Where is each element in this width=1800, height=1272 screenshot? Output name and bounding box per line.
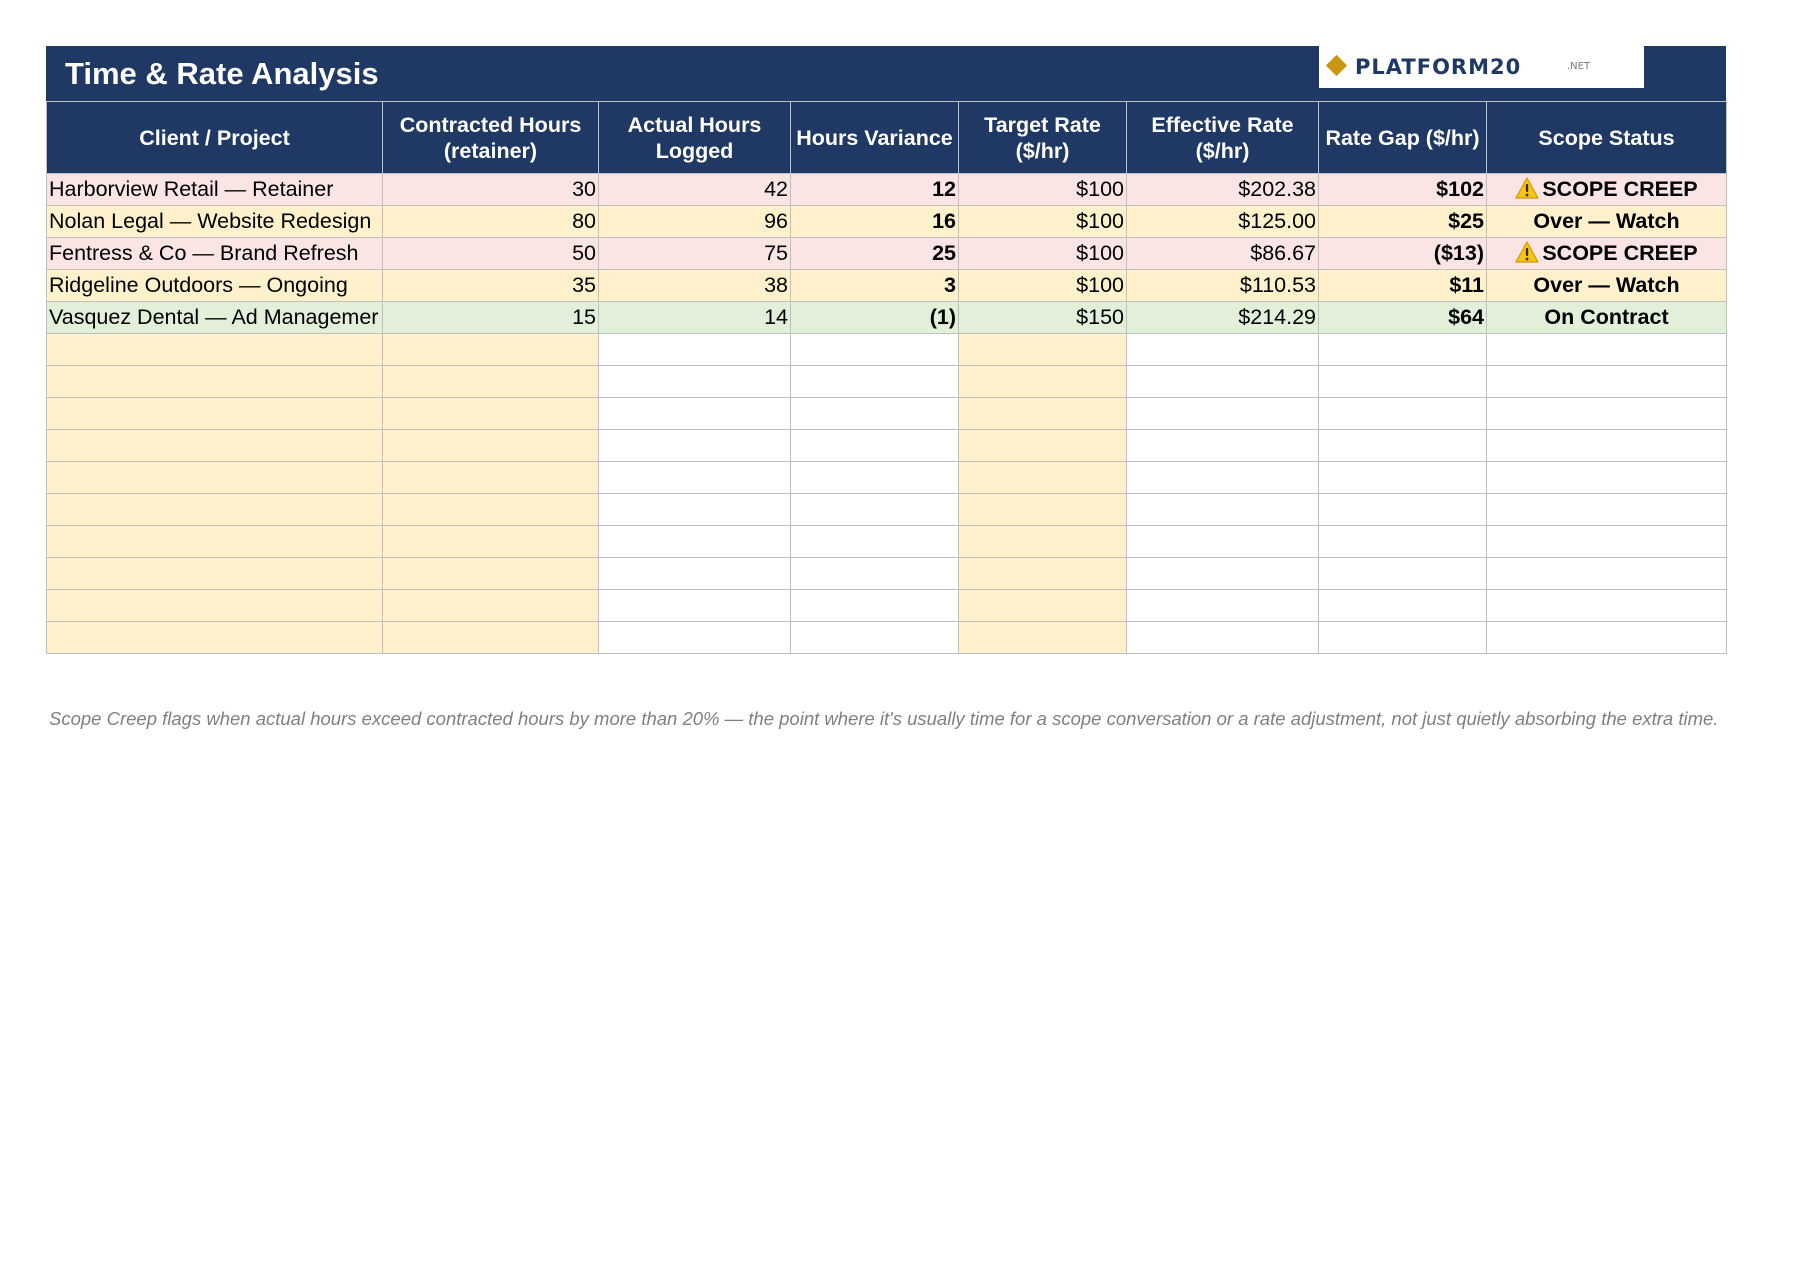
empty-input-cell[interactable] bbox=[959, 366, 1127, 398]
cell-scope-status-value: SCOPE CREEP bbox=[1542, 241, 1698, 265]
cell-scope-status-value: On Contract bbox=[1544, 305, 1669, 329]
empty-cell[interactable] bbox=[1487, 494, 1727, 526]
cell-contracted-hours-value: 30 bbox=[572, 177, 596, 201]
empty-input-cell[interactable] bbox=[47, 398, 383, 430]
empty-cell[interactable] bbox=[791, 590, 959, 622]
cell-target-rate[interactable] bbox=[959, 302, 1127, 334]
empty-table-row bbox=[47, 558, 1727, 590]
empty-input-cell[interactable] bbox=[959, 622, 1127, 654]
cell-contracted-hours[interactable] bbox=[383, 206, 599, 238]
empty-cell[interactable] bbox=[1319, 558, 1487, 590]
cell-client[interactable] bbox=[47, 238, 383, 270]
empty-input-cell[interactable] bbox=[383, 494, 599, 526]
cell-hours-variance[interactable] bbox=[791, 174, 959, 206]
cell-actual-hours-value: 14 bbox=[764, 305, 788, 329]
cell-scope-status[interactable] bbox=[1487, 206, 1727, 238]
empty-input-cell[interactable] bbox=[959, 398, 1127, 430]
empty-input-cell[interactable] bbox=[383, 462, 599, 494]
cell-client-value: Nolan Legal — Website Redesign bbox=[49, 209, 372, 233]
empty-input-cell[interactable] bbox=[383, 558, 599, 590]
empty-input-cell[interactable] bbox=[47, 462, 383, 494]
empty-cell[interactable] bbox=[1487, 334, 1727, 366]
empty-cell[interactable] bbox=[1127, 398, 1319, 430]
column-header-effective-rate: Effective Rate ($/hr) bbox=[1127, 102, 1319, 174]
empty-input-cell[interactable] bbox=[383, 366, 599, 398]
empty-cell[interactable] bbox=[1127, 590, 1319, 622]
empty-cell[interactable] bbox=[1487, 558, 1727, 590]
rate-analysis-table bbox=[46, 101, 1727, 654]
cell-client-value: Ridgeline Outdoors — Ongoing bbox=[49, 273, 348, 297]
empty-cell[interactable] bbox=[791, 526, 959, 558]
spreadsheet-page bbox=[46, 46, 1726, 654]
table-row bbox=[47, 206, 1727, 238]
empty-cell[interactable] bbox=[599, 526, 791, 558]
cell-scope-status-value: SCOPE CREEP bbox=[1542, 177, 1698, 201]
empty-input-cell[interactable] bbox=[47, 590, 383, 622]
cell-rate-gap[interactable] bbox=[1319, 206, 1487, 238]
column-header-rate-gap: Rate Gap ($/hr) bbox=[1319, 102, 1487, 174]
cell-target-rate[interactable] bbox=[959, 174, 1127, 206]
cell-hours-variance-value: (1) bbox=[929, 305, 956, 329]
empty-cell[interactable] bbox=[791, 622, 959, 654]
cell-actual-hours-value: 42 bbox=[764, 177, 788, 201]
cell-client[interactable] bbox=[47, 270, 383, 302]
empty-cell[interactable] bbox=[791, 366, 959, 398]
brand-logo bbox=[1319, 46, 1644, 88]
cell-hours-variance[interactable] bbox=[791, 238, 959, 270]
cell-actual-hours-value: 75 bbox=[764, 241, 788, 265]
cell-effective-rate[interactable] bbox=[1127, 238, 1319, 270]
cell-actual-hours[interactable] bbox=[599, 238, 791, 270]
cell-effective-rate-value: $214.29 bbox=[1238, 305, 1316, 329]
empty-cell[interactable] bbox=[1127, 526, 1319, 558]
empty-cell[interactable] bbox=[1319, 494, 1487, 526]
empty-cell[interactable] bbox=[1487, 590, 1727, 622]
cell-rate-gap-value: $64 bbox=[1448, 305, 1484, 329]
column-header-actual-hours: Actual Hours Logged bbox=[599, 102, 791, 174]
empty-cell[interactable] bbox=[791, 494, 959, 526]
cell-client[interactable] bbox=[47, 302, 383, 334]
empty-table-row bbox=[47, 494, 1727, 526]
empty-cell[interactable] bbox=[599, 622, 791, 654]
cell-target-rate[interactable] bbox=[959, 206, 1127, 238]
cell-contracted-hours-value: 80 bbox=[572, 209, 596, 233]
empty-cell[interactable] bbox=[1319, 622, 1487, 654]
cell-hours-variance-value: 16 bbox=[932, 209, 956, 233]
diamond-icon bbox=[1326, 55, 1347, 76]
empty-input-cell[interactable] bbox=[959, 558, 1127, 590]
header-row bbox=[47, 102, 1727, 174]
logo-suffix: .NET bbox=[1567, 61, 1591, 72]
empty-cell[interactable] bbox=[1127, 494, 1319, 526]
empty-cell[interactable] bbox=[791, 430, 959, 462]
cell-rate-gap[interactable] bbox=[1319, 238, 1487, 270]
empty-cell[interactable] bbox=[1487, 398, 1727, 430]
footnote: Scope Creep flags when actual hours exceed contracted hours by more than 20% — the point where it's usually time for a scope conversation or a rate adjustment, not just quietly absorbing the extra time. bbox=[49, 708, 1719, 729]
cell-actual-hours[interactable] bbox=[599, 302, 791, 334]
empty-input-cell[interactable] bbox=[47, 430, 383, 462]
empty-input-cell[interactable] bbox=[959, 462, 1127, 494]
cell-rate-gap-value: $25 bbox=[1448, 209, 1484, 233]
page-title: Time & Rate Analysis bbox=[65, 56, 379, 91]
empty-input-cell[interactable] bbox=[383, 622, 599, 654]
empty-input-cell[interactable] bbox=[959, 334, 1127, 366]
empty-cell[interactable] bbox=[599, 462, 791, 494]
cell-scope-status[interactable] bbox=[1487, 238, 1727, 270]
cell-rate-gap-value: ($13) bbox=[1433, 241, 1484, 265]
cell-effective-rate-value: $110.53 bbox=[1239, 273, 1316, 297]
cell-hours-variance[interactable] bbox=[791, 206, 959, 238]
empty-input-cell[interactable] bbox=[47, 334, 383, 366]
empty-table-row bbox=[47, 334, 1727, 366]
empty-cell[interactable] bbox=[1127, 462, 1319, 494]
table-row bbox=[47, 270, 1727, 302]
cell-effective-rate[interactable] bbox=[1127, 270, 1319, 302]
empty-cell[interactable] bbox=[1127, 366, 1319, 398]
cell-scope-status-value: Over — Watch bbox=[1533, 209, 1680, 233]
cell-client[interactable] bbox=[47, 174, 383, 206]
cell-client-value: Fentress & Co — Brand Refresh bbox=[49, 241, 359, 265]
cell-contracted-hours-value: 50 bbox=[572, 241, 596, 265]
empty-table-row bbox=[47, 430, 1727, 462]
cell-hours-variance[interactable] bbox=[791, 270, 959, 302]
cell-target-rate[interactable] bbox=[959, 270, 1127, 302]
cell-client-value: Vasquez Dental — Ad Managemer bbox=[49, 305, 379, 329]
cell-actual-hours[interactable] bbox=[599, 206, 791, 238]
cell-rate-gap[interactable] bbox=[1319, 270, 1487, 302]
empty-cell[interactable] bbox=[791, 334, 959, 366]
empty-table-row bbox=[47, 398, 1727, 430]
empty-cell[interactable] bbox=[791, 558, 959, 590]
cell-contracted-hours[interactable] bbox=[383, 238, 599, 270]
column-header-target-rate: Target Rate ($/hr) bbox=[959, 102, 1127, 174]
empty-table-row bbox=[47, 366, 1727, 398]
empty-input-cell[interactable] bbox=[383, 334, 599, 366]
empty-cell[interactable] bbox=[1487, 366, 1727, 398]
cell-client[interactable] bbox=[47, 206, 383, 238]
empty-input-cell[interactable] bbox=[383, 430, 599, 462]
column-header-client: Client / Project bbox=[47, 102, 383, 174]
cell-effective-rate[interactable] bbox=[1127, 302, 1319, 334]
empty-table-row bbox=[47, 590, 1727, 622]
empty-cell[interactable] bbox=[1319, 526, 1487, 558]
cell-effective-rate[interactable] bbox=[1127, 206, 1319, 238]
cell-scope-status[interactable] bbox=[1487, 302, 1727, 334]
empty-cell[interactable] bbox=[1319, 590, 1487, 622]
empty-table-row bbox=[47, 462, 1727, 494]
cell-effective-rate-value: $86.67 bbox=[1250, 241, 1316, 265]
empty-cell[interactable] bbox=[1487, 430, 1727, 462]
warning-icon bbox=[1515, 241, 1539, 263]
empty-cell[interactable] bbox=[599, 398, 791, 430]
empty-input-cell[interactable] bbox=[959, 430, 1127, 462]
empty-table-row bbox=[47, 526, 1727, 558]
cell-actual-hours-value: 96 bbox=[764, 209, 788, 233]
cell-actual-hours-value: 38 bbox=[764, 273, 788, 297]
cell-rate-gap-value: $102 bbox=[1436, 177, 1484, 201]
empty-input-cell[interactable] bbox=[959, 494, 1127, 526]
cell-contracted-hours[interactable] bbox=[383, 270, 599, 302]
cell-effective-rate-value: $125.00 bbox=[1238, 209, 1316, 233]
empty-cell[interactable] bbox=[599, 494, 791, 526]
empty-cell[interactable] bbox=[1487, 526, 1727, 558]
empty-cell[interactable] bbox=[599, 430, 791, 462]
cell-scope-status-value: Over — Watch bbox=[1533, 273, 1680, 297]
cell-scope-status[interactable] bbox=[1487, 174, 1727, 206]
cell-hours-variance-value: 25 bbox=[932, 241, 956, 265]
empty-cell[interactable] bbox=[599, 366, 791, 398]
empty-cell[interactable] bbox=[1487, 462, 1727, 494]
table-body bbox=[47, 174, 1727, 654]
cell-contracted-hours-value: 35 bbox=[572, 273, 596, 297]
cell-rate-gap[interactable] bbox=[1319, 174, 1487, 206]
empty-input-cell[interactable] bbox=[383, 590, 599, 622]
empty-input-cell[interactable] bbox=[383, 526, 599, 558]
cell-target-rate-value: $100 bbox=[1076, 209, 1124, 233]
empty-input-cell[interactable] bbox=[959, 590, 1127, 622]
empty-cell[interactable] bbox=[599, 558, 791, 590]
empty-cell[interactable] bbox=[1319, 334, 1487, 366]
cell-hours-variance-value: 12 bbox=[932, 177, 956, 201]
empty-cell[interactable] bbox=[1127, 622, 1319, 654]
empty-cell[interactable] bbox=[791, 398, 959, 430]
table-row bbox=[47, 174, 1727, 206]
empty-cell[interactable] bbox=[599, 334, 791, 366]
cell-client-value: Harborview Retail — Retainer bbox=[49, 177, 334, 201]
cell-actual-hours[interactable] bbox=[599, 174, 791, 206]
cell-contracted-hours[interactable] bbox=[383, 174, 599, 206]
warning-icon bbox=[1515, 177, 1539, 199]
cell-scope-status[interactable] bbox=[1487, 270, 1727, 302]
title-bar bbox=[46, 46, 1726, 101]
cell-effective-rate-value: $202.38 bbox=[1238, 177, 1316, 201]
column-header-scope-status: Scope Status bbox=[1487, 102, 1727, 174]
empty-cell[interactable] bbox=[1487, 622, 1727, 654]
cell-target-rate[interactable] bbox=[959, 238, 1127, 270]
empty-cell[interactable] bbox=[1319, 462, 1487, 494]
empty-input-cell[interactable] bbox=[47, 622, 383, 654]
cell-target-rate-value: $100 bbox=[1076, 177, 1124, 201]
cell-hours-variance-value: 3 bbox=[944, 273, 956, 297]
empty-cell[interactable] bbox=[1127, 430, 1319, 462]
empty-input-cell[interactable] bbox=[47, 526, 383, 558]
empty-cell[interactable] bbox=[1319, 430, 1487, 462]
cell-rate-gap[interactable] bbox=[1319, 302, 1487, 334]
column-header-contracted-hours: Contracted Hours (retainer) bbox=[383, 102, 599, 174]
empty-input-cell[interactable] bbox=[47, 494, 383, 526]
cell-effective-rate[interactable] bbox=[1127, 174, 1319, 206]
empty-input-cell[interactable] bbox=[47, 558, 383, 590]
cell-actual-hours[interactable] bbox=[599, 270, 791, 302]
cell-target-rate-value: $150 bbox=[1076, 305, 1124, 329]
empty-cell[interactable] bbox=[1127, 558, 1319, 590]
table-row bbox=[47, 238, 1727, 270]
cell-rate-gap-value: $11 bbox=[1449, 273, 1484, 297]
cell-target-rate-value: $100 bbox=[1076, 273, 1124, 297]
empty-input-cell[interactable] bbox=[959, 526, 1127, 558]
logo-wordmark: PLATFORM20 bbox=[1355, 55, 1522, 79]
table-row bbox=[47, 302, 1727, 334]
empty-cell[interactable] bbox=[1127, 334, 1319, 366]
empty-input-cell[interactable] bbox=[47, 366, 383, 398]
empty-cell[interactable] bbox=[791, 462, 959, 494]
cell-contracted-hours-value: 15 bbox=[572, 305, 596, 329]
empty-input-cell[interactable] bbox=[383, 398, 599, 430]
empty-cell[interactable] bbox=[1319, 366, 1487, 398]
cell-target-rate-value: $100 bbox=[1076, 241, 1124, 265]
empty-cell[interactable] bbox=[1319, 398, 1487, 430]
cell-contracted-hours[interactable] bbox=[383, 302, 599, 334]
empty-table-row bbox=[47, 622, 1727, 654]
cell-hours-variance[interactable] bbox=[791, 302, 959, 334]
empty-cell[interactable] bbox=[599, 590, 791, 622]
column-header-hours-variance: Hours Variance bbox=[791, 102, 959, 174]
